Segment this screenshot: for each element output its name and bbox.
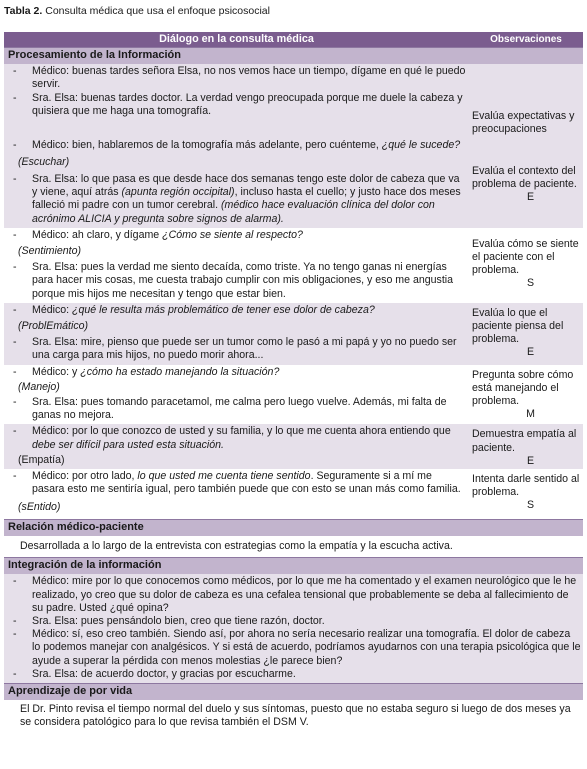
dash-mark: - bbox=[13, 667, 17, 680]
integration-cell bbox=[4, 574, 583, 683]
caption-label: Tabla 2. bbox=[4, 5, 43, 17]
observation-text: Evalúa expectativas y preocupaciones bbox=[472, 110, 575, 136]
dialog-line bbox=[8, 628, 581, 668]
learning-text: El Dr. Pinto revisa el tiempo normal del duelo y sus síntomas, puesto que no estaba seguro si luego de dos meses ya se considera patológico para lo que revisa también el DSM V. bbox=[20, 703, 571, 729]
dash-mark: - bbox=[13, 173, 17, 186]
dialog-text: Médico: ah claro, y dígame bbox=[32, 228, 163, 241]
dash-mark: - bbox=[13, 261, 17, 274]
technique-label: (Sentimiento) bbox=[18, 245, 81, 258]
acronym-letter: E bbox=[526, 454, 535, 467]
dialog-cell bbox=[4, 365, 469, 425]
dash-mark: - bbox=[13, 65, 17, 78]
dialog-text: Médico: sí, eso creo también. Siendo así, por ahora no sería necesario realizar una tomografía. El dolor de cabeza lo podemos manejar con analgésicos. Y si está de acuerdo, podríamos ayudarnos con una terapia psicológica que le ayude a superar la pérdida con menos molestias ¿le parece bien? bbox=[32, 628, 581, 667]
dialog-italic: (médico hace evaluación clínica del dolor con acrónimo ALICIA y pregunta sobre signos de alarma). bbox=[32, 199, 435, 225]
dialog-line bbox=[8, 366, 467, 379]
caption-text: Consulta médica que usa el enfoque psicosocial bbox=[45, 5, 270, 17]
dialog-cell bbox=[4, 64, 469, 137]
section-header bbox=[4, 48, 583, 65]
dash-mark: - bbox=[13, 425, 17, 438]
technique-label: (sEntido) bbox=[18, 501, 61, 514]
dialog-text: Médico: bbox=[32, 303, 73, 316]
dash-mark: - bbox=[13, 228, 17, 241]
table-row bbox=[4, 574, 583, 683]
observation-cell bbox=[469, 424, 583, 469]
dialog-italic: ¿qué le sucede? bbox=[381, 138, 461, 151]
dash-mark: - bbox=[13, 614, 17, 627]
table-row bbox=[4, 700, 583, 732]
dash-mark: - bbox=[13, 138, 17, 151]
dialog-cell bbox=[4, 424, 469, 469]
dialog-text: Sra. Elsa: lo que pasa es que desde hace dos semanas tengo este dolor de cabeza que va y viene, aquí atrás bbox=[32, 173, 460, 199]
dialog-italic: ¿cómo ha estado manejando la situación? bbox=[80, 365, 280, 378]
dialog-cell bbox=[4, 138, 469, 228]
dialog-cell bbox=[4, 303, 469, 365]
dialog-line bbox=[8, 615, 581, 628]
relationship-cell bbox=[4, 536, 583, 558]
acronym-letter: M bbox=[526, 408, 535, 421]
observation-cell bbox=[469, 228, 583, 303]
observation-text: Intenta darle sentido al problema. bbox=[472, 473, 580, 499]
dialog-line bbox=[8, 229, 467, 242]
dialog-italic: (apunta región occipital) bbox=[121, 186, 235, 199]
dialog-line bbox=[8, 396, 467, 422]
table-caption bbox=[4, 5, 270, 17]
dialog-line bbox=[8, 139, 467, 152]
dash-mark: - bbox=[13, 575, 17, 588]
dialog-line bbox=[8, 470, 467, 496]
table-row bbox=[4, 536, 583, 558]
dialog-italic: ¿Cómo se siente al respecto? bbox=[162, 228, 303, 241]
dialog-line bbox=[8, 65, 467, 91]
table-row bbox=[4, 228, 583, 303]
dialog-text: Sra. Elsa: pues la verdad me siento decaída, como triste. Ya no tengo ganas ni energías para hacer mis cosas, me cuesta trabajo cumplir con mis obligaciones, y eso me angustia porque mis hijos me necesitan y tengo que estar bien. bbox=[32, 261, 454, 300]
section-header bbox=[4, 683, 583, 700]
section-learning-title: Aprendizaje de por vida bbox=[4, 683, 583, 700]
observation-cell bbox=[469, 469, 583, 519]
acronym-letter: E bbox=[526, 191, 535, 204]
observation-cell bbox=[469, 138, 583, 228]
dialog-text: Médico: por otro lado, bbox=[32, 470, 138, 483]
dialog-text: Sra. Elsa: pues tomando paracetamol, me calma pero luego vuelve. Además, mi falta de ganas no mejora. bbox=[32, 396, 447, 422]
dialog-line bbox=[8, 261, 467, 301]
dash-mark: - bbox=[13, 628, 17, 641]
dash-mark: - bbox=[13, 336, 17, 349]
table-row bbox=[4, 303, 583, 365]
dialog-line bbox=[8, 575, 581, 615]
section-header bbox=[4, 558, 583, 575]
dash-mark: - bbox=[13, 365, 17, 378]
table-row bbox=[4, 365, 583, 425]
section-processing-title: Procesamiento de la Información bbox=[4, 48, 583, 65]
dialog-text: . Seguramente si a mí me pasara esto me sentiría igual, pero también puede que con esto se unan más como familia. bbox=[32, 470, 461, 496]
dialog-line bbox=[8, 668, 581, 681]
acronym-letter: S bbox=[526, 277, 535, 290]
table-header-row bbox=[4, 32, 583, 48]
relationship-text: Desarrollada a lo largo de la entrevista con estrategias como la empatía y la escucha activa. bbox=[20, 539, 453, 552]
observation-text: Pregunta sobre cómo está manejando el problema. bbox=[472, 368, 574, 408]
observation-text: Demuestra empatía al paciente. bbox=[472, 428, 577, 454]
dialog-text: Médico: buenas tardes señora Elsa, no nos vemos hace un tiempo, dígame en qué le puedo servir. bbox=[32, 65, 466, 91]
observation-text: Evalúa cómo se siente el paciente con el problema. bbox=[472, 237, 579, 277]
dialog-text: Sra. Elsa: buenas tardes doctor. La verdad vengo preocupada porque me duele la cabeza y quisiera que me haga una tomografía. bbox=[32, 91, 463, 117]
dialog-text: , incluso hasta el cuello; y justo hace dos meses falleció mi padre con un tumor cerebral. bbox=[32, 186, 461, 212]
dialog-line bbox=[8, 304, 467, 317]
header-observations: Observaciones bbox=[469, 32, 583, 48]
acronym-letter: E bbox=[526, 346, 535, 359]
dialog-italic: debe ser difícil para usted esta situación. bbox=[32, 438, 224, 451]
dash-mark: - bbox=[13, 396, 17, 409]
dialog-text: Médico: mire por lo que conocemos como médicos, por lo que me ha comentado y el examen neurológico que le he realizado, yo creo que su dolor de cabeza es una cefalea tensional que probablemente se deba al fallecimiento de su padre. Usted ¿qué opina? bbox=[32, 575, 577, 614]
table-row bbox=[4, 138, 583, 228]
section-header bbox=[4, 519, 583, 536]
dash-mark: - bbox=[13, 470, 17, 483]
dialog-line bbox=[8, 425, 467, 451]
table-row bbox=[4, 64, 583, 137]
acronym-letter: S bbox=[526, 499, 535, 512]
dialog-text: Médico: bien, hablaremos de la tomografía más adelante, pero cuénteme, bbox=[32, 138, 382, 151]
consultation-table bbox=[4, 32, 583, 733]
table-row bbox=[4, 424, 583, 469]
dialog-text: Médico: por lo que conozco de usted y su familia, y lo que me cuenta ahora entiendo que bbox=[32, 425, 451, 438]
technique-label: (ProblEmático) bbox=[18, 320, 89, 333]
dialog-line bbox=[8, 173, 467, 226]
dash-mark: - bbox=[13, 303, 17, 316]
observation-text: Evalúa el contexto del problema de paciente. bbox=[472, 164, 577, 190]
learning-cell bbox=[4, 700, 583, 732]
dialog-italic: lo que usted me cuenta tiene sentido bbox=[137, 470, 311, 483]
technique-label: (Empatía) bbox=[18, 453, 65, 466]
observation-cell bbox=[469, 365, 583, 425]
dialog-italic: ¿qué le resulta más problemático de tener ese dolor de cabeza? bbox=[72, 303, 375, 316]
dialog-cell bbox=[4, 228, 469, 303]
dialog-line bbox=[8, 92, 467, 118]
observation-text: Evalúa lo que el paciente piensa del problema. bbox=[472, 306, 564, 346]
table-row bbox=[4, 469, 583, 519]
section-integration-title: Integración de la información bbox=[4, 558, 583, 575]
dialog-text: Sra. Elsa: de acuerdo doctor, y gracias por escucharme. bbox=[32, 667, 296, 680]
observation-cell bbox=[469, 64, 583, 137]
dialog-text: Médico: y bbox=[32, 365, 81, 378]
dash-mark: - bbox=[13, 91, 17, 104]
observation-cell bbox=[469, 303, 583, 365]
dialog-cell bbox=[4, 469, 469, 519]
header-dialog: Diálogo en la consulta médica bbox=[4, 32, 469, 48]
technique-label: (Escuchar) bbox=[18, 155, 70, 168]
dialog-text: Sra. Elsa: pues pensándolo bien, creo que tiene razón, doctor. bbox=[32, 614, 325, 627]
dialog-text: Sra. Elsa: mire, pienso que puede ser un tumor como le pasó a mi papá y yo no puedo ser una carga para mis hijos, no puedo morir ahora... bbox=[32, 336, 457, 362]
section-relationship-title: Relación médico-paciente bbox=[4, 519, 583, 536]
technique-label: (Manejo) bbox=[18, 380, 60, 393]
dialog-line bbox=[8, 336, 467, 362]
